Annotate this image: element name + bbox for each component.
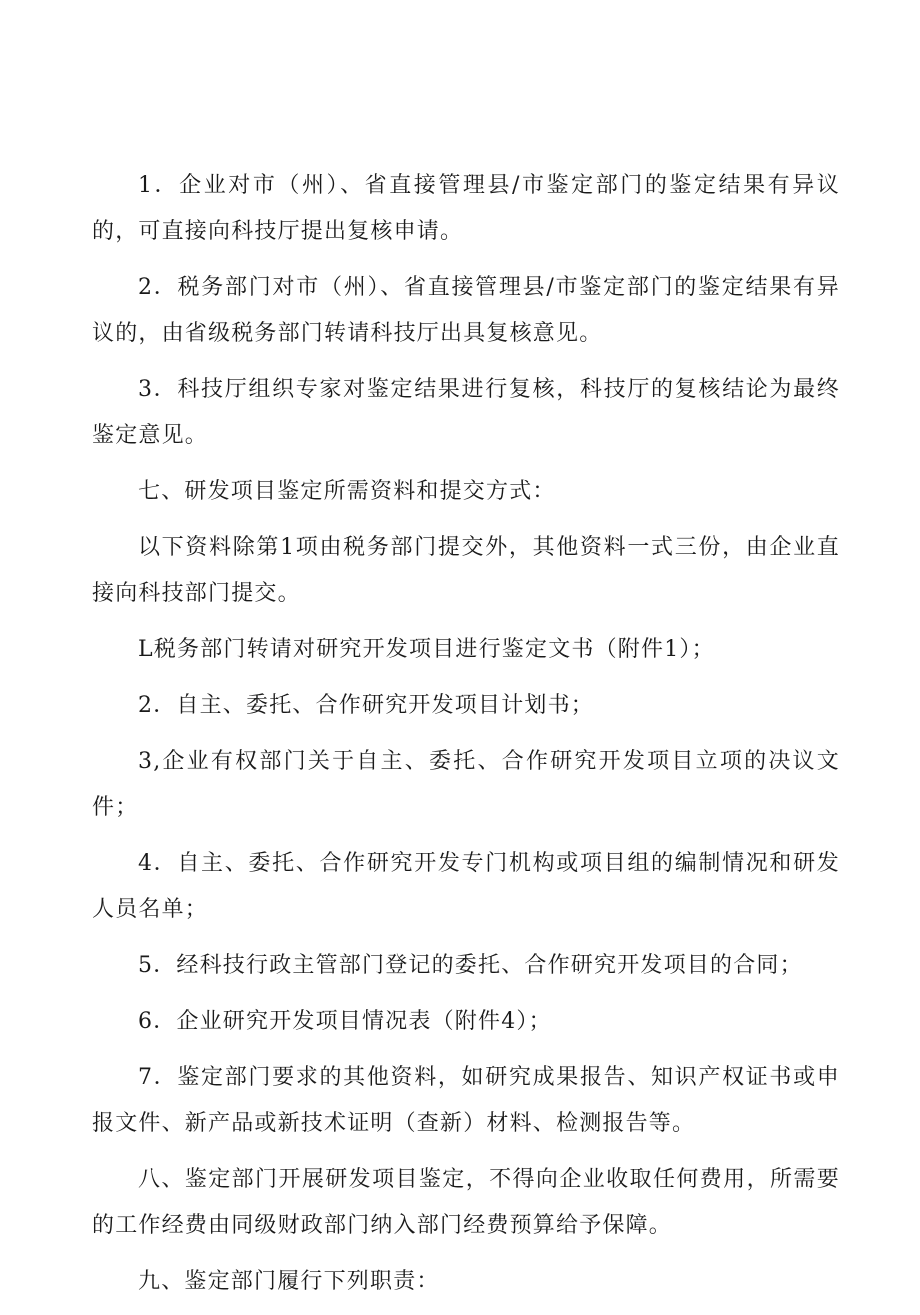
material-item-5: 5．经科技行政主管部门登记的委托、合作研究开发项目的合同； [138,953,803,978]
paragraph-materials-intro: 以下资料除第1项由税务部门提交外，其他资料一式三份，由企业直接向科技部门提交。 [92,535,840,606]
section-heading-9: 九、鉴定部门履行下列职责： [138,1269,440,1294]
material-item-2: 2．自主、委托、合作研究开发项目计划书； [138,693,594,718]
paragraph-review-3: 3．科技厅组织专家对鉴定结果进行复核，科技厅的复核结论为最终鉴定意见。 [92,377,840,448]
paragraph-review-2: 2．税务部门对市（州）、省直接管理县/市鉴定部门的鉴定结果有异议的，由省级税务部门转请科技厅出具复核意见。 [92,275,840,346]
paragraph-review-1: 1．企业对市（州）、省直接管理县/市鉴定部门的鉴定结果有异议的，可直接向科技厅提出复核申请。 [92,173,840,244]
material-item-3: 3,企业有权部门关于自主、委托、合作研究开发项目立项的决议文件； [92,749,840,820]
material-item-4: 4．自主、委托、合作研究开发专门机构或项目组的编制情况和研发人员名单； [92,851,840,922]
material-item-6: 6．企业研究开发项目情况表（附件4）； [138,1009,552,1034]
section-heading-8: 八、鉴定部门开展研发项目鉴定，不得向企业收取任何费用，所需要的工作经费由同级财政部门纳入部门经费预算给予保障。 [92,1167,840,1238]
document-page [92,163,840,1315]
section-heading-7: 七、研发项目鉴定所需资料和提交方式： [138,479,556,504]
material-item-7: 7．鉴定部门要求的其他资料，如研究成果报告、知识产权证书或申报文件、新产品或新技术证明（查新）材料、检测报告等。 [92,1065,840,1136]
material-item-1: L税务部门转请对研究开发项目进行鉴定文书（附件1）； [138,637,715,662]
